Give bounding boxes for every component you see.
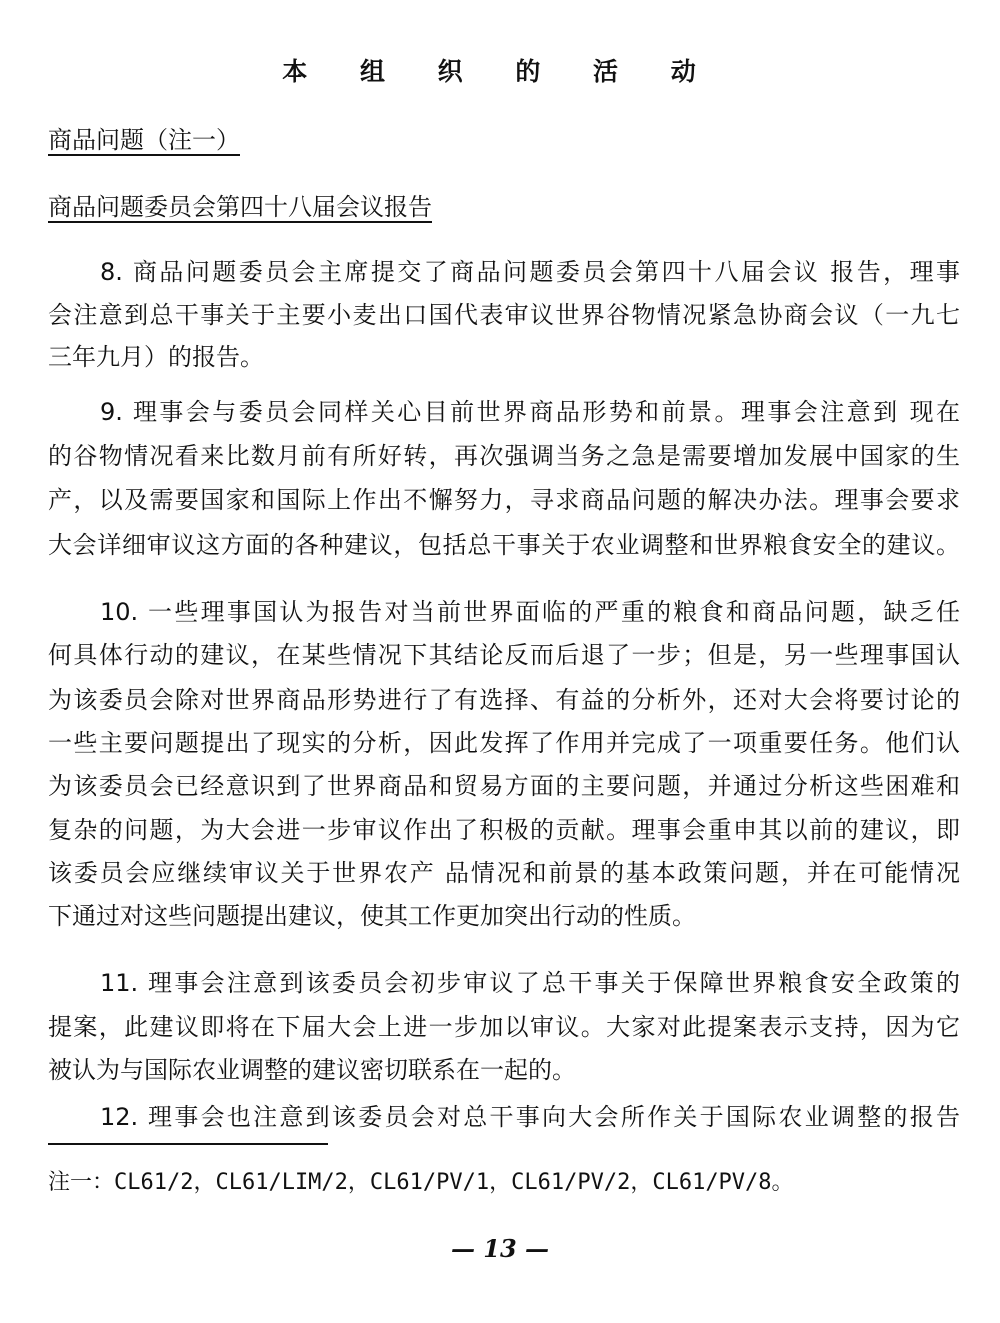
paragraph-8-line: 会注意到总干事关于主要小麦出口国代表审议世界谷物情况紧急协商会议（一九七 [48,301,960,329]
paragraph-10-line: 下通过对这些问题提出建议，使其工作更加突出行动的性质。 [48,902,696,930]
paragraph-8-line: 8. 商品问题委员会主席提交了商品问题委员会第四十八届会议 报告，理事 [100,258,960,286]
page-number: — 13 — [450,1234,550,1263]
paragraph-10-line: 为该委员会除对世界商品形势进行了有选择、有益的分析外，还对大会将要讨论的 [48,686,960,714]
paragraph-10-line: 为该委员会已经意识到了世界商品和贸易方面的主要问题，并通过分析这些困难和 [48,772,960,800]
paragraph-11-line: 提案，此建议即将在下届大会上进一步加以审议。大家对此提案表示支持，因为它 [48,1013,960,1041]
paragraph-12-line: 12. 理事会也注意到该委员会对总干事向大会所作关于国际农业调整的报告 [100,1103,960,1131]
section-heading: 商品问题（注一） [48,126,240,154]
footnote: 注一：CL61/2，CL61/LIM/2，CL61/PV/1，CL61/PV/2，CL61/PV/8。 [48,1170,794,1195]
paragraph-10-line: 复杂的问题，为大会进一步审议作出了积极的贡献。理事会重申其以前的建议，即 [48,816,960,844]
subsection-heading: 商品问题委员会第四十八届会议报告 [48,193,432,221]
paragraph-9-line: 大会详细审议这方面的各种建议，包括总干事关于农业调整和世界粮食安全的建议。 [48,531,960,559]
footnote-divider [48,1143,328,1145]
paragraph-10-line: 何具体行动的建议，在某些情况下其结论反而后退了一步；但是，另一些理事国认 [48,641,960,669]
paragraph-9-line: 的谷物情况看来比数月前有所好转，再次强调当务之急是需要增加发展中国家的生 [48,442,960,470]
paragraph-10-line: 该委员会应继续审议关于世界农产 品情况和前景的基本政策问题，并在可能情况 [48,859,960,887]
paragraph-11-line: 被认为与国际农业调整的建议密切联系在一起的。 [48,1056,576,1084]
page-title: 本 组 织 的 活 动 [282,57,718,86]
paragraph-10-line: 一些主要问题提出了现实的分析，因此发挥了作用并完成了一项重要任务。他们认 [48,729,960,757]
paragraph-10-line: 10. 一些理事国认为报告对当前世界面临的严重的粮食和商品问题，缺乏任 [100,598,960,626]
paragraph-9-line: 产，以及需要国家和国际上作出不懈努力，寻求商品问题的解决办法。理事会要求 [48,486,960,514]
paragraph-11-line: 11. 理事会注意到该委员会初步审议了总干事关于保障世界粮食安全政策的 [100,969,960,997]
paragraph-9-line: 9. 理事会与委员会同样关心目前世界商品形势和前景。理事会注意到 现在 [100,398,960,426]
paragraph-8-line: 三年九月）的报告。 [48,343,264,371]
